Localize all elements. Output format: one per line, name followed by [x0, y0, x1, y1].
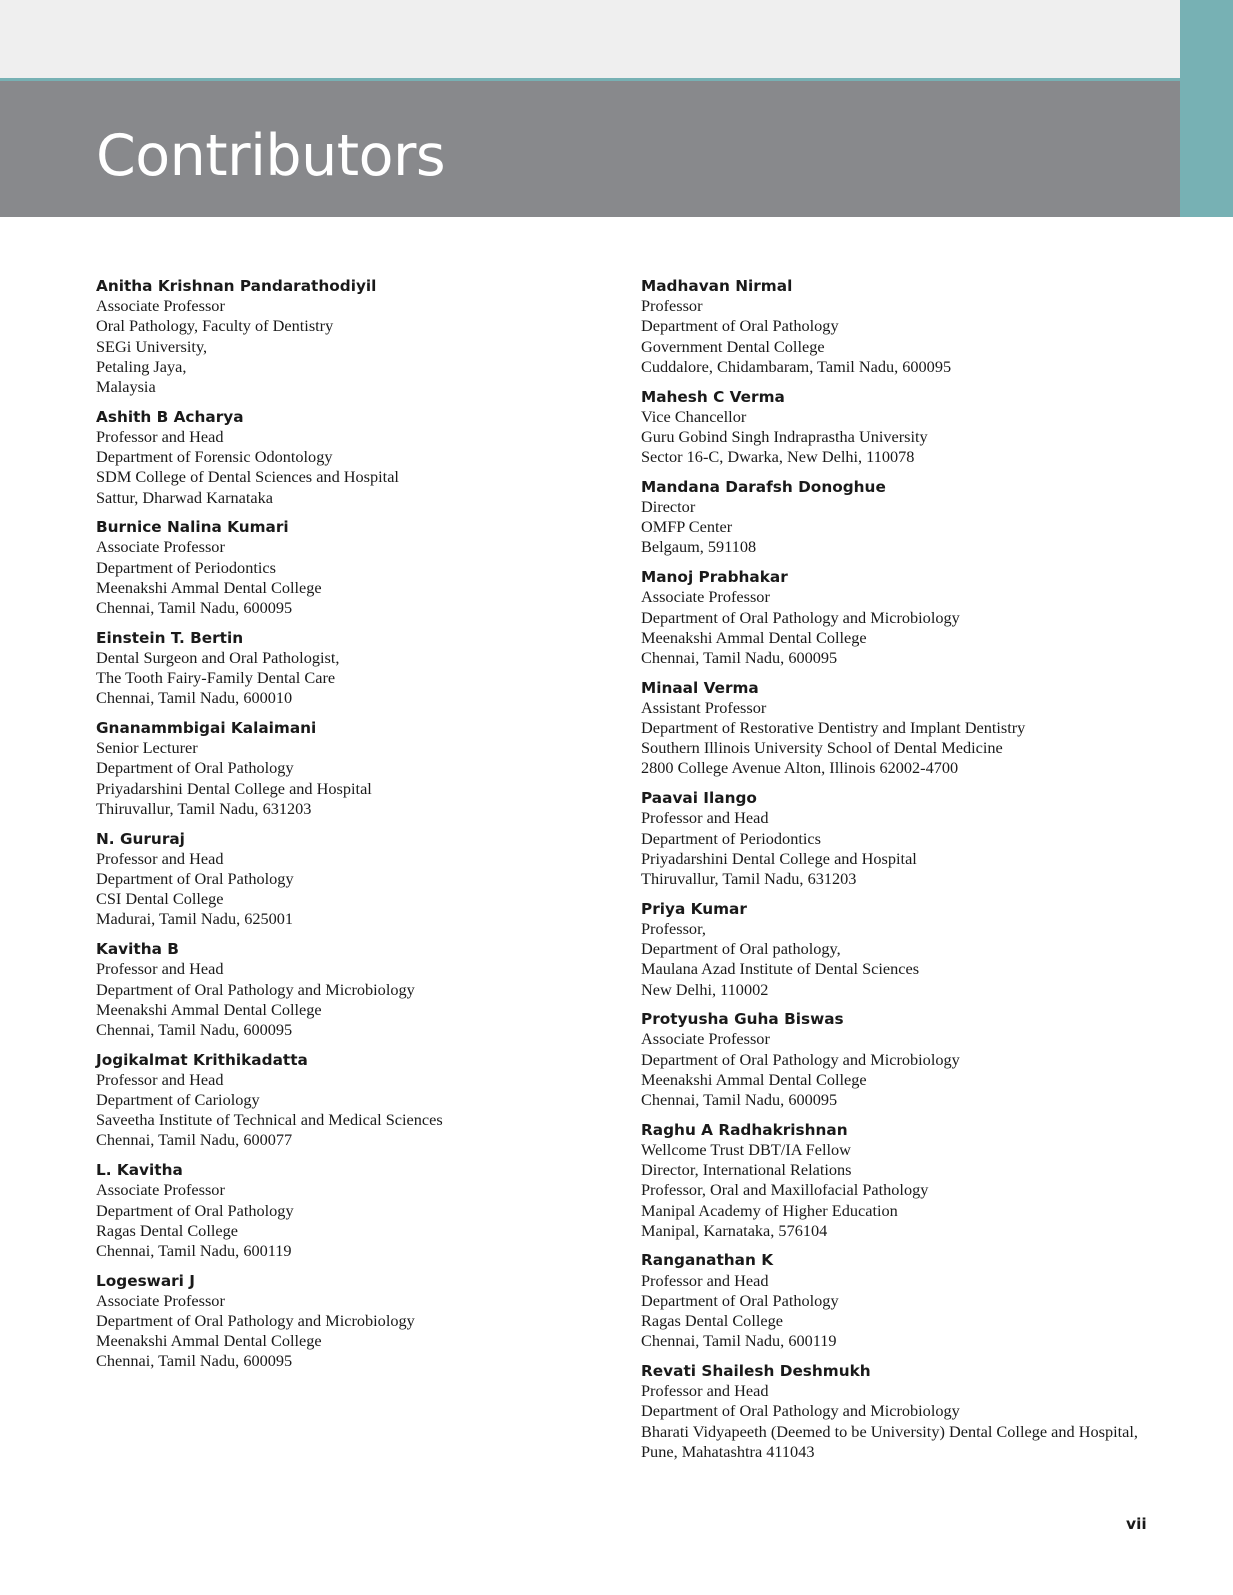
contributor-affiliation-line: Chennai, Tamil Nadu, 600119: [96, 1240, 292, 1260]
contributor-affiliation-line: Chennai, Tamil Nadu, 600095: [641, 1090, 838, 1110]
contributor-affiliation-line: New Delhi, 110002: [641, 979, 769, 999]
contributor-affiliation-line: Professor and Head: [96, 959, 224, 979]
contributor-entry: [96, 407, 626, 508]
contributor-name: Paavai Ilango: [641, 789, 757, 808]
contributor-affiliation-line: Pune, Mahatashtra 411043: [641, 1441, 815, 1461]
contributor-affiliation-line: Meenakshi Ammal Dental College: [96, 577, 322, 597]
contributor-affiliation-line: Department of Oral Pathology and Microbiology: [96, 1311, 415, 1331]
contributor-affiliation-line: 2800 College Avenue Alton, Illinois 62002-4700: [641, 758, 959, 778]
contributor-entry: [641, 1361, 1201, 1462]
contributor-name: Einstein T. Bertin: [96, 628, 244, 647]
contributor-affiliation-line: Associate Professor: [641, 587, 770, 607]
contributor-affiliation-line: Senior Lecturer: [96, 738, 198, 758]
contributor-affiliation-line: Meenakshi Ammal Dental College: [96, 1331, 322, 1351]
contributor-affiliation-line: Associate Professor: [96, 1180, 225, 1200]
contributor-affiliation-line: Department of Periodontics: [641, 828, 821, 848]
contributor-affiliation-line: Malaysia: [96, 377, 156, 397]
contributor-affiliation-line: Department of Oral Pathology: [96, 758, 294, 778]
contributor-entry: [96, 939, 626, 1040]
contributor-affiliation-line: Associate Professor: [96, 1290, 225, 1310]
contributor-entry: [96, 1271, 626, 1372]
contributor-name: Kavitha B: [96, 940, 179, 959]
page-number: vii: [1126, 1515, 1147, 1533]
contributor-name: Mahesh C Verma: [641, 387, 785, 406]
contributor-affiliation-line: Sector 16-C, Dwarka, New Delhi, 110078: [641, 447, 915, 467]
contributor-affiliation-line: Thiruvallur, Tamil Nadu, 631203: [641, 868, 857, 888]
contributor-entry: [641, 567, 1201, 668]
contributor-affiliation-line: Department of Periodontics: [96, 557, 276, 577]
contributor-affiliation-line: Department of Oral Pathology and Microbiology: [641, 1401, 960, 1421]
contributor-affiliation-line: Associate Professor: [641, 1029, 770, 1049]
contributor-affiliation-line: Chennai, Tamil Nadu, 600095: [96, 1351, 293, 1371]
contributor-affiliation-line: Chennai, Tamil Nadu, 600010: [96, 688, 293, 708]
contributor-affiliation-line: Professor, Oral and Maxillofacial Pathology: [641, 1180, 929, 1200]
contributor-affiliation-line: Department of Oral Pathology and Microbiology: [641, 607, 960, 627]
contributor-entry: [96, 718, 626, 819]
contributor-affiliation-line: Dental Surgeon and Oral Pathologist,: [96, 647, 340, 667]
contributor-affiliation-line: Professor and Head: [641, 808, 769, 828]
page-title: Contributors: [96, 123, 446, 189]
contributor-affiliation-line: Professor and Head: [96, 848, 224, 868]
contributor-name: Anitha Krishnan Pandarathodiyil: [96, 277, 377, 295]
contributor-affiliation-line: Priyadarshini Dental College and Hospital: [96, 778, 372, 798]
contributor-name: Revati Shailesh Deshmukh: [641, 1361, 871, 1380]
contributor-affiliation-line: Department of Oral Pathology and Microbiology: [96, 979, 415, 999]
side-accent-tab: [1180, 0, 1233, 217]
contributor-name: L. Kavitha: [96, 1161, 183, 1180]
contributor-entry: [641, 899, 1201, 1000]
contributor-affiliation-line: Department of Oral Pathology: [96, 868, 294, 888]
contributor-affiliation-line: Professor and Head: [641, 1381, 769, 1401]
contributor-affiliation-line: Meenakshi Ammal Dental College: [641, 627, 867, 647]
contributor-affiliation-line: Chennai, Tamil Nadu, 600077: [96, 1130, 293, 1150]
contributor-affiliation-line: Thiruvallur, Tamil Nadu, 631203: [96, 798, 312, 818]
contributor-affiliation-line: Professor and Head: [641, 1270, 769, 1290]
contributor-entry: [641, 387, 1201, 468]
contributor-affiliation-line: Associate Professor: [96, 537, 225, 557]
contributor-entry: [96, 517, 626, 618]
contributor-affiliation-line: Department of Forensic Odontology: [96, 447, 333, 467]
contributor-affiliation-line: Government Dental College: [641, 336, 825, 356]
contributor-entry: [96, 1050, 626, 1151]
contributor-affiliation-line: Chennai, Tamil Nadu, 600119: [641, 1331, 837, 1351]
contributor-affiliation-line: Department of Oral Pathology: [96, 1200, 294, 1220]
contributor-affiliation-line: Department of Oral Pathology: [641, 1290, 839, 1310]
contributor-entry: [641, 1250, 1201, 1351]
contributor-affiliation-line: Sattur, Dharwad Karnataka: [96, 487, 274, 507]
contributor-affiliation-line: Vice Chancellor: [641, 406, 747, 426]
contributor-affiliation-line: Assistant Professor: [641, 697, 767, 717]
contributor-name: Burnice Nalina Kumari: [96, 518, 289, 537]
contributor-affiliation-line: Meenakshi Ammal Dental College: [96, 999, 322, 1019]
contributor-affiliation-line: Saveetha Institute of Technical and Medical Sciences: [96, 1110, 443, 1130]
contributor-name: Priya Kumar: [641, 899, 747, 918]
contributor-affiliation-line: CSI Dental College: [96, 889, 224, 909]
contributor-affiliation-line: Ragas Dental College: [641, 1311, 783, 1331]
contributor-affiliation-line: Professor,: [641, 918, 706, 938]
contributor-entry: [96, 276, 626, 397]
contributor-affiliation-line: Professor: [641, 296, 703, 316]
contributor-affiliation-line: Director: [641, 497, 696, 517]
contributor-affiliation-line: Wellcome Trust DBT/IA Fellow: [641, 1139, 851, 1159]
contributor-name: Jogikalmat Krithikadatta: [96, 1050, 308, 1069]
contributor-entry: [641, 1009, 1201, 1110]
contributor-name: Gnanammbigai Kalaimani: [96, 719, 317, 738]
contributor-affiliation-line: SEGi University,: [96, 336, 208, 356]
contributor-affiliation-line: Southern Illinois University School of Dental Medicine: [641, 738, 1003, 758]
contributor-entry: [641, 477, 1201, 558]
contributor-entry: [96, 628, 626, 709]
contributor-entry: [641, 1120, 1201, 1241]
contributor-affiliation-line: Manipal, Karnataka, 576104: [641, 1220, 828, 1240]
contributor-affiliation-line: The Tooth Fairy-Family Dental Care: [96, 668, 336, 688]
contributor-entry: [96, 829, 626, 930]
contributor-affiliation-line: Department of Oral Pathology: [641, 316, 839, 336]
contributor-affiliation-line: Petaling Jaya,: [96, 356, 187, 376]
contributor-entry: [96, 1160, 626, 1261]
contributor-entry: [641, 678, 1201, 779]
contributor-affiliation-line: Associate Professor: [96, 296, 225, 316]
contributor-name: Protyusha Guha Biswas: [641, 1010, 844, 1029]
contributors-left-column: [96, 276, 626, 1381]
contributor-entry: [641, 276, 1201, 377]
contributor-affiliation-line: Belgaum, 591108: [641, 537, 757, 557]
contributor-affiliation-line: Chennai, Tamil Nadu, 600095: [96, 1019, 293, 1039]
contributors-right-column: [641, 276, 1201, 1471]
contributor-name: Minaal Verma: [641, 678, 759, 697]
contributor-affiliation-line: Madurai, Tamil Nadu, 625001: [96, 909, 294, 929]
contributor-affiliation-line: SDM College of Dental Sciences and Hospital: [96, 467, 399, 487]
contributor-name: Logeswari J: [96, 1271, 195, 1290]
contributor-name: Ranganathan K: [641, 1251, 774, 1270]
contributor-name: Madhavan Nirmal: [641, 277, 793, 295]
contributor-affiliation-line: Manipal Academy of Higher Education: [641, 1200, 898, 1220]
contributor-affiliation-line: Priyadarshini Dental College and Hospital: [641, 848, 917, 868]
contributor-affiliation-line: Department of Cariology: [96, 1090, 260, 1110]
contributor-affiliation-line: Cuddalore, Chidambaram, Tamil Nadu, 600095: [641, 356, 952, 376]
contributor-affiliation-line: Maulana Azad Institute of Dental Sciences: [641, 959, 920, 979]
contributor-affiliation-line: Chennai, Tamil Nadu, 600095: [96, 598, 293, 618]
contributor-affiliation-line: Professor and Head: [96, 1069, 224, 1089]
contributor-affiliation-line: Meenakshi Ammal Dental College: [641, 1069, 867, 1089]
contributor-affiliation-line: Department of Oral Pathology and Microbiology: [641, 1049, 960, 1069]
contributor-affiliation-line: Oral Pathology, Faculty of Dentistry: [96, 316, 334, 336]
contributor-name: Raghu A Radhakrishnan: [641, 1120, 848, 1139]
contributor-entry: [641, 788, 1201, 889]
contributor-affiliation-line: Chennai, Tamil Nadu, 600095: [641, 647, 838, 667]
contributor-name: Manoj Prabhakar: [641, 568, 788, 587]
contributor-affiliation-line: Professor and Head: [96, 426, 224, 446]
contributor-affiliation-line: Director, International Relations: [641, 1160, 852, 1180]
contributor-affiliation-line: OMFP Center: [641, 517, 733, 537]
header-top-band: [0, 0, 1180, 78]
contributor-name: Ashith B Acharya: [96, 407, 244, 426]
contributor-affiliation-line: Ragas Dental College: [96, 1220, 238, 1240]
contributor-affiliation-line: Bharati Vidyapeeth (Deemed to be University) Dental College and Hospital,: [641, 1421, 1138, 1441]
contributor-affiliation-line: Guru Gobind Singh Indraprastha University: [641, 426, 928, 446]
contributor-affiliation-line: Department of Oral pathology,: [641, 939, 841, 959]
contributor-affiliation-line: Department of Restorative Dentistry and Implant Dentistry: [641, 718, 1026, 738]
contributor-name: N. Gururaj: [96, 829, 185, 848]
contributor-name: Mandana Darafsh Donoghue: [641, 477, 886, 496]
